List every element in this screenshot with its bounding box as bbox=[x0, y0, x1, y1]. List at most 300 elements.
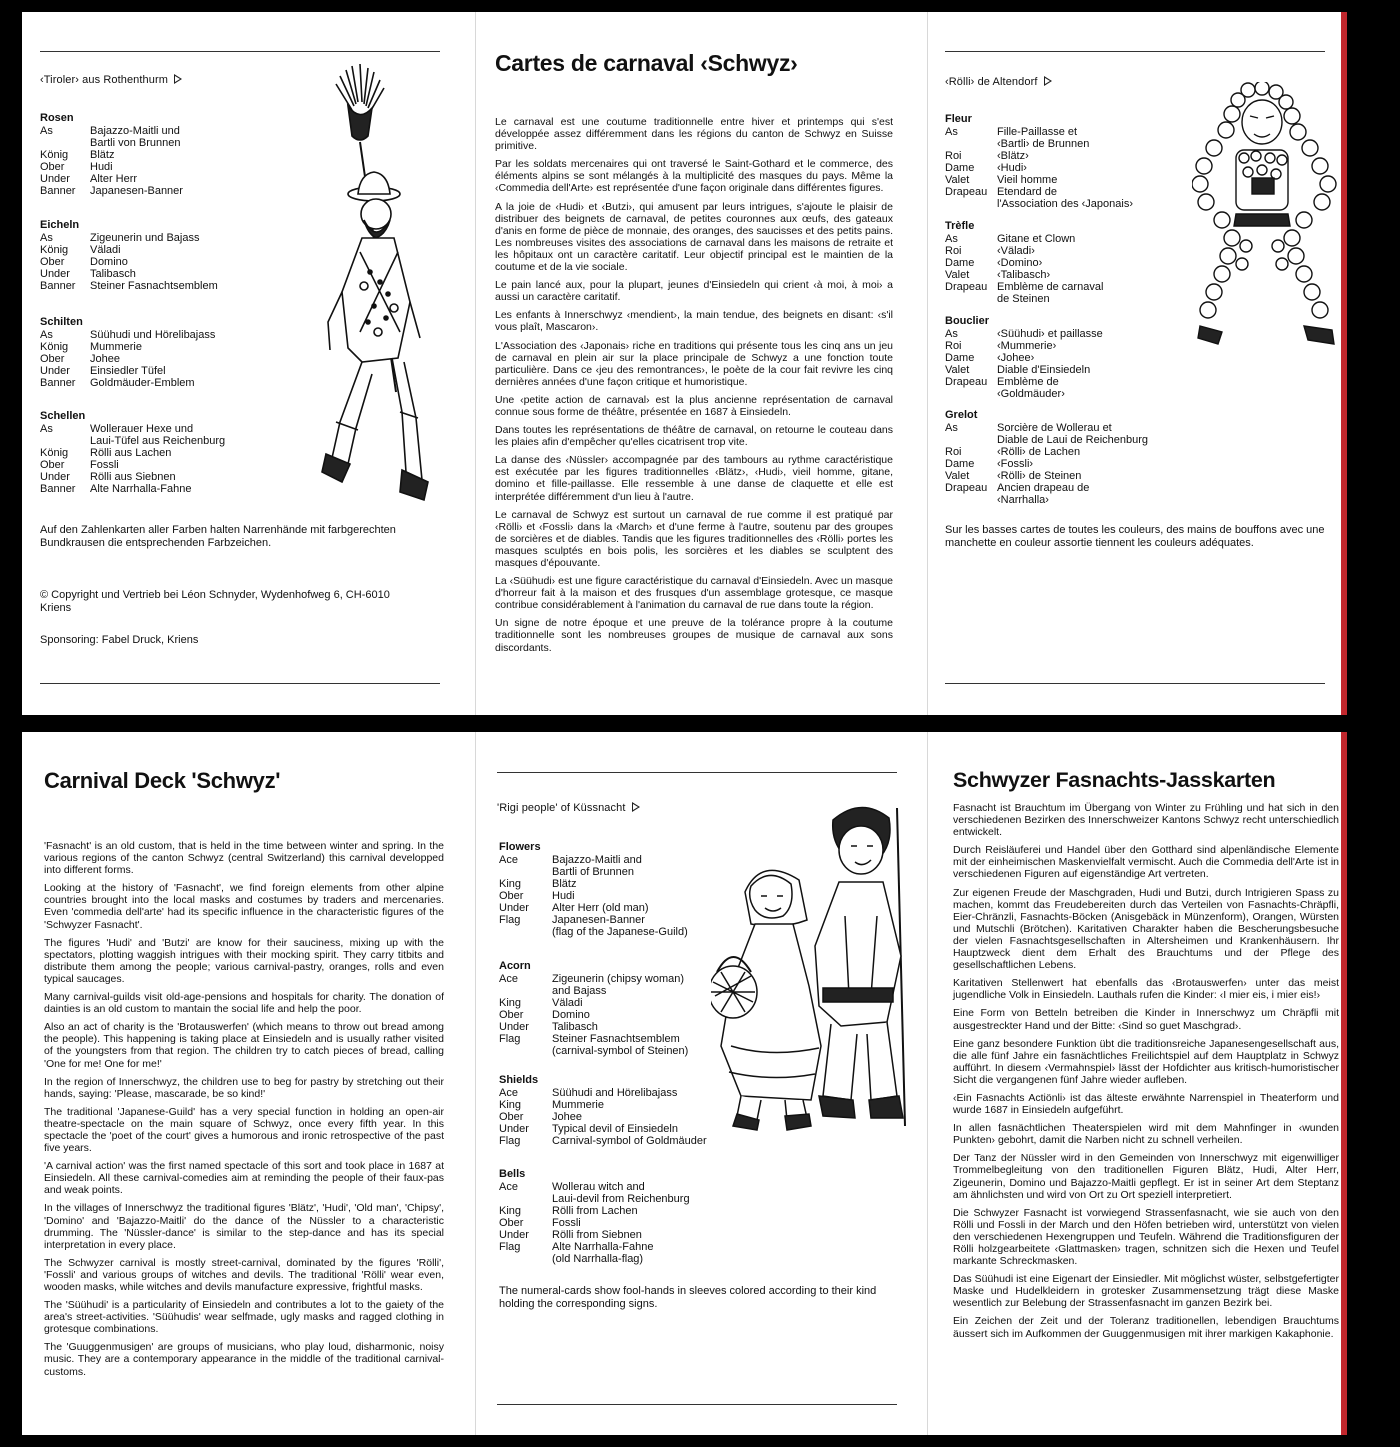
card-row bbox=[945, 138, 1133, 150]
card-figure: (old Narrhalla-flag) bbox=[552, 1253, 644, 1265]
card-figure: ‹Blätz› bbox=[997, 150, 1029, 162]
card-row bbox=[945, 233, 1103, 245]
french-text-panel bbox=[475, 12, 927, 715]
card-figure: Talibasch bbox=[90, 268, 136, 280]
card-figure: Rölli from Lachen bbox=[552, 1205, 638, 1217]
divider bbox=[497, 1404, 897, 1405]
figure-caption bbox=[945, 76, 1052, 88]
card-row bbox=[499, 1229, 690, 1241]
card-rank: Banner bbox=[40, 483, 76, 495]
card-rank bbox=[499, 1193, 552, 1205]
card-figure: Rölli aus Siebnen bbox=[90, 471, 176, 483]
paragraph: La ‹Süühudi› est une figure caractéristique du carnaval d'Einsiedeln. Avec un masque d'horreur fait à la maison et des frusques d'un assemblage grotesque, ce masque contribue considérablement à l'animation du carnaval de rue dans toute la région. bbox=[495, 575, 893, 612]
card-figure: Laui-Tüfel aus Reichenburg bbox=[90, 435, 226, 447]
card-row bbox=[40, 377, 215, 389]
card-figure: Sorcière de Wollerau et bbox=[997, 422, 1112, 434]
card-row bbox=[499, 1045, 688, 1057]
paragraph: The 'Guuggenmusigen' are groups of musicians, who play loud, disharmonic, noisy music. They are a contemporary appearance in the middle of the traditional carnival-customs. bbox=[44, 1341, 444, 1378]
paragraph: Les enfants à Innerschwyz ‹mendient›, la main tendue, des beignets en disant: ‹s'il vous plaît, Mascaron›. bbox=[495, 309, 893, 334]
card-figure: Bajazzo-Maitli and bbox=[552, 854, 642, 866]
paragraph: L'Association des ‹Japonais› riche en traditions qui présente tous les cinq ans un jeu de carnaval en plein air sur la place principale de Schwyz a une fonction toute particulière. Dans ce ‹jeu des remontrances›, le poète de la cour fait revivre les cinq dernières années d'une façon critique et humoristique. bbox=[495, 339, 893, 388]
card-row bbox=[945, 446, 1148, 458]
paragraph: The figures 'Hudi' and 'Butzi' are know for their sauciness, mixing up with the spectators, plotting waggish intrigues with their mocking spirit. They carry titbits and distribute them among the people; various carnival-pastry, oranges, rolls and even typical saucages. bbox=[44, 936, 444, 985]
card-row bbox=[945, 494, 1148, 506]
card-rank: As bbox=[40, 125, 53, 137]
card-row bbox=[40, 459, 225, 471]
paragraph: The 'Süühudi' is a particularity of Einsiedeln and contributes a lot to the gaiety of the area's street-activities. 'Süühudis' wear selfmade, ugly masks and ragged clothing in grotesque combinations. bbox=[44, 1299, 444, 1336]
card-row bbox=[499, 1099, 707, 1111]
card-row bbox=[945, 186, 1133, 198]
card-figure: Wollerauer Hexe und bbox=[90, 423, 194, 435]
suit-block bbox=[499, 841, 688, 938]
paragraph: Une ‹petite action de carnaval› est la plus ancienne représentation de carnaval connue sous forme de théâtre, présentée en 1687 à Einsiedeln. bbox=[495, 393, 893, 418]
card-figure: Süühudi and Hörelibajass bbox=[552, 1087, 678, 1099]
divider bbox=[945, 683, 1325, 684]
card-rank: König bbox=[40, 447, 69, 459]
suit-block bbox=[945, 220, 1103, 305]
paragraph: 'A carnival action' was the first named spectacle of this sort and took place in 1687 at Einsiedeln. All these carnival-comedies aim at reminding the people of their faux-pas and weak points. bbox=[44, 1160, 444, 1197]
card-figure: Einsiedler Tüfel bbox=[90, 365, 166, 377]
card-figure: Emblème de bbox=[997, 376, 1059, 388]
caption-text: 'Rigi people' of Küssnacht bbox=[497, 802, 626, 814]
card-figure: Japanesen-Banner bbox=[552, 914, 645, 926]
paragraph: A la joie de ‹Hudi› et ‹Butzi›, qui amusent par leurs intrigues, s'ajoute le plaisir de distribuer des beignets de carnaval, de petites couronnes aux œufs, des gateaux d'anis en forme de pièce de monnaie, des oranges, des saucisses et des petits pains. Les nombreuses visites des associations de carnaval dans les maisons de retraite et les hôpitaux ont un caractère caritatif. Leur objectif principal est le maintien de la coutume et de la vie sociale. bbox=[495, 200, 893, 274]
rigi-panel bbox=[475, 732, 927, 1435]
card-rank: Dame bbox=[945, 162, 975, 174]
divider bbox=[945, 51, 1325, 52]
card-row bbox=[945, 458, 1148, 470]
card-figure: Alter Herr (old man) bbox=[552, 902, 649, 914]
suit-name: Bouclier bbox=[945, 315, 990, 327]
number-cards-note: The numeral-cards show fool-hands in sleeves colored according to their kind holding the corresponding signs. bbox=[499, 1285, 877, 1310]
roelli-panel bbox=[927, 12, 1347, 715]
card-figure: Ancien drapeau de bbox=[997, 482, 1090, 494]
card-figure: Johee bbox=[552, 1111, 582, 1123]
card-rank: Under bbox=[499, 1021, 529, 1033]
card-row bbox=[40, 365, 215, 377]
paragraph: Many carnival-guilds visit old-age-pensions and hospitals for charity. The donation of dainties is an old custom to mantain the social life and help the poor. bbox=[44, 991, 444, 1016]
divider bbox=[497, 772, 897, 773]
card-rank: Valet bbox=[945, 269, 970, 281]
pointer-triangle-icon bbox=[632, 802, 640, 812]
card-figure: Rölli aus Lachen bbox=[90, 447, 172, 459]
card-rank: König bbox=[40, 149, 69, 161]
card-rank bbox=[945, 494, 997, 506]
card-rank bbox=[40, 435, 90, 447]
paragraph: Par les soldats mercenaires qui ont traversé le Saint-Gothard et le commerce, des éléments alpins se sont mélangés à la multiplicité des masques du pays. Même la ‹Commedia dell'Arte› est représentée d'une façon originale dans différentes figures. bbox=[495, 158, 893, 195]
card-rank: Under bbox=[499, 1123, 529, 1135]
paragraph: The Schwyzer carnival is mostly street-carnival, dominated by the figures 'Rölli', 'Fossli' and various groups of witches and devils. The traditional 'Rölli' wear even, wooden masks, while witches and devils manufacture expressive, frightful masks. bbox=[44, 1256, 444, 1293]
card-row bbox=[40, 149, 183, 161]
paragraph: Also an act of charity is the 'Brotauswerfen' (which means to throw out bread among the people). This happening is taking place at Einsiedeln and is usually rather visited of the youngsters from that region. The children try to catch pieces of bread, calling 'One for me! One for me!' bbox=[44, 1021, 444, 1070]
page-title: Cartes de carnaval ‹Schwyz› bbox=[495, 50, 798, 76]
card-rank: Valet bbox=[945, 364, 970, 376]
card-row bbox=[499, 1111, 707, 1123]
card-rank: Ace bbox=[499, 1181, 518, 1193]
card-rank: Ober bbox=[499, 890, 524, 902]
paragraph: Le carnaval est une coutume traditionnelle entre hiver et printemps qui s'est développée assez différemment dans les régions du canton de Schwyz en Suisse primitive. bbox=[495, 116, 893, 153]
card-figure: ‹Fossli› bbox=[997, 458, 1034, 470]
card-figure: Blätz bbox=[552, 878, 577, 890]
card-figure: Diable d'Einsiedeln bbox=[997, 364, 1091, 376]
card-row bbox=[499, 1135, 707, 1147]
card-figure: Laui-devil from Reichenburg bbox=[552, 1193, 690, 1205]
suit-block bbox=[40, 219, 218, 292]
card-rank: Valet bbox=[945, 174, 970, 186]
card-rank: Banner bbox=[40, 377, 76, 389]
paragraph: Zur eigenen Freude der Maschgraden, Hudi und Butzi, durch Intrigieren Spass zu machen, kommt das Freudebereiten durch das Verteilen von Fasnachts-Chräpfli, Eier-Chränzli, Fasnachts-Böcken (Anisgebäck in Münzenform), Orangen, Würsten und Mutschli (Brötchen). Karitativen Charakter haben die Bescherungsbesuche der vielen Fasnachtsgesellschaften in Altersheimen und Krankenhäusern. Ihr Hauptzweck dient dem Erhalt des Brauchtums und der Pflege des gesellschaftlichen Lebens. bbox=[953, 886, 1339, 972]
card-row bbox=[40, 173, 183, 185]
card-figure: ‹Süühudi› et paillasse bbox=[997, 328, 1103, 340]
card-row bbox=[499, 866, 688, 878]
paragraph: Der Tanz der Nüssler wird in den Gemeinden von Innerschwyz mit eigenwilliger Trommelbegleitung von den traditionellen Figuren Blätz, Hudi, Alter Herr, Zigeunerin, Domino und Bajazzo-Maitli gepflegt. Er ist in seiner Art dem Steptanz am ähnlichsten und wird von Ort zu Ort speziell interpretiert. bbox=[953, 1152, 1339, 1201]
card-rank: Roi bbox=[945, 446, 962, 458]
paragraph: Le carnaval de Schwyz est surtout un carnaval de rue comme il est pratiqué par ‹Rölli› et ‹Fossli› dans la ‹March› et d'une ferme à l'autre, soutenu par des groupes de sorcières et de diables. Tandis que les figures traditionnelles des ‹Rölli› portes les masques sculptés en bois polis, les sorcières et les diables se sculptent des masques d'épouvante. bbox=[495, 508, 893, 569]
card-row bbox=[40, 232, 218, 244]
card-rank: Roi bbox=[945, 245, 962, 257]
card-figure: ‹Hudi› bbox=[997, 162, 1027, 174]
card-figure: Wollerau witch and bbox=[552, 1181, 645, 1193]
card-row bbox=[40, 423, 225, 435]
card-row bbox=[945, 293, 1103, 305]
card-rank: King bbox=[499, 1205, 522, 1217]
card-rank bbox=[945, 293, 997, 305]
card-rank: Flag bbox=[499, 1033, 521, 1045]
number-cards-note: Auf den Zahlenkarten aller Farben halten Narrenhände mit farbgerechten Bundkrausen die entsprechenden Farbzeichen. bbox=[40, 524, 396, 549]
card-figure: l'Association des ‹Japonais› bbox=[997, 198, 1134, 210]
suit-block bbox=[40, 316, 215, 389]
card-row bbox=[40, 185, 183, 197]
card-rank: Under bbox=[40, 173, 70, 185]
suit-name: Rosen bbox=[40, 112, 74, 124]
suit-block bbox=[945, 315, 1103, 400]
card-rank: Ace bbox=[499, 854, 518, 866]
sponsoring-note: Sponsoring: Fabel Druck, Kriens bbox=[40, 634, 199, 646]
card-figure: Zigeunerin (chipsy woman) bbox=[552, 973, 685, 985]
body-text bbox=[495, 116, 893, 660]
card-rank bbox=[945, 434, 997, 446]
card-figure: Hudi bbox=[552, 890, 575, 902]
caption-text: ‹Rölli› de Altendorf bbox=[945, 76, 1038, 88]
card-row bbox=[945, 388, 1103, 400]
paragraph: Durch Reisläuferei und Handel über den Gotthard sind alpenländische Elemente mit der einheimischen Maskenvielfalt vermischt. Auch die Commedia dell'Arte ist in verschiedenen Figuren auf eigenständige Art vertreten. bbox=[953, 844, 1339, 881]
suit-name: Grelot bbox=[945, 409, 978, 421]
card-row bbox=[945, 434, 1148, 446]
card-rank bbox=[945, 388, 997, 400]
card-rank: König bbox=[40, 244, 69, 256]
pointer-triangle-icon bbox=[174, 74, 182, 84]
card-figure: and Bajass bbox=[552, 985, 607, 997]
card-rank: Ober bbox=[499, 1009, 524, 1021]
card-figure: Carnival-symbol of Goldmäuder bbox=[552, 1135, 707, 1147]
card-rank: Drapeau bbox=[945, 186, 988, 198]
card-figure: Bartli von Brunnen bbox=[90, 137, 181, 149]
roelli-figure-illustration bbox=[1192, 82, 1342, 352]
card-figure: ‹Rölli› de Steinen bbox=[997, 470, 1082, 482]
suit-block bbox=[945, 113, 1133, 210]
card-rank: Under bbox=[40, 268, 70, 280]
page-title: Carnival Deck 'Schwyz' bbox=[44, 768, 281, 793]
card-rank: As bbox=[945, 126, 958, 138]
card-figure: Typical devil of Einsiedeln bbox=[552, 1123, 678, 1135]
card-row bbox=[40, 341, 215, 353]
card-row bbox=[945, 257, 1103, 269]
card-figure: ‹Rölli› de Lachen bbox=[997, 446, 1081, 458]
suit-name: Bells bbox=[499, 1168, 526, 1180]
card-row bbox=[945, 126, 1133, 138]
divider bbox=[40, 51, 440, 52]
paragraph: In the villages of Innerschwyz the traditional figures 'Blätz', 'Hudi', 'Old man', 'Chipsy', 'Domino' and 'Bajazzo-Maitli' do the dance of the Nüssler to a characteristic drumming. The 'Nüssler-dance' is similar to the step-dance and has its special interpretation in every place. bbox=[44, 1202, 444, 1251]
card-row bbox=[499, 1181, 690, 1193]
card-rank: Ace bbox=[499, 973, 518, 985]
card-figure: Domino bbox=[90, 256, 128, 268]
card-row bbox=[945, 470, 1148, 482]
card-row bbox=[499, 997, 688, 1009]
card-figure: Alter Herr bbox=[90, 173, 138, 185]
card-row bbox=[945, 174, 1133, 186]
card-figure: (flag of the Japanese-Guild) bbox=[552, 926, 688, 938]
copyright-note: © Copyright und Vertrieb bei Léon Schnyder, Wydenhofweg 6, CH-6010 Kriens bbox=[40, 589, 390, 614]
card-figure: Fossli bbox=[552, 1217, 581, 1229]
card-row bbox=[945, 340, 1103, 352]
figure-caption bbox=[40, 74, 182, 86]
page-title: Schwyzer Fasnachts-Jasskarten bbox=[953, 768, 1276, 792]
card-figure: Väladi bbox=[90, 244, 121, 256]
card-rank: King bbox=[499, 1099, 522, 1111]
card-figure: Bajazzo-Maitli und bbox=[90, 125, 180, 137]
card-row bbox=[40, 447, 225, 459]
caption-text: ‹Tiroler› aus Rothenthurm bbox=[40, 74, 169, 86]
card-row bbox=[499, 914, 688, 926]
suit-name: Flowers bbox=[499, 841, 541, 853]
card-row bbox=[40, 353, 215, 365]
card-figure: Zigeunerin und Bajass bbox=[90, 232, 200, 244]
card-row bbox=[499, 1021, 688, 1033]
card-row bbox=[945, 162, 1133, 174]
card-figure: de Steinen bbox=[997, 293, 1050, 305]
card-rank: Banner bbox=[40, 280, 76, 292]
card-row bbox=[40, 329, 215, 341]
card-figure: Blätz bbox=[90, 149, 115, 161]
card-figure: ‹Narrhalla› bbox=[997, 494, 1049, 506]
paragraph: Eine Form von Betteln betreiben die Kinder in Innerschwyz um Chräpfli mit ausgestreckter Hand und der Bitte: ‹Sind so guet Maschgrad›. bbox=[953, 1007, 1339, 1032]
card-row bbox=[40, 125, 183, 137]
paragraph: The traditional 'Japanese-Guild' has a very special function in holding an open-air theatre-spectacle on the main square of Schwyz, once every fifth year. In this spectacle the 'poet of the court' gives a humorous and ironic retrospective of the past five years. bbox=[44, 1105, 444, 1155]
card-rank: Under bbox=[499, 902, 529, 914]
card-figure: Alte Narrhalla-Fahne bbox=[90, 483, 192, 495]
card-figure: Gitane et Clown bbox=[997, 233, 1076, 245]
card-rank: Ober bbox=[40, 459, 65, 471]
card-rank: Dame bbox=[945, 257, 975, 269]
suit-block bbox=[40, 410, 225, 495]
top-leaflet-sheet bbox=[22, 12, 1347, 715]
number-cards-note: Sur les basses cartes de toutes les couleurs, des mains de bouffons avec une manchette en couleur assortie tiennent les couleurs adéquates. bbox=[945, 524, 1325, 549]
card-row bbox=[945, 281, 1103, 293]
body-text bbox=[953, 802, 1339, 1346]
card-rank: Ober bbox=[499, 1111, 524, 1123]
paragraph: Die Schwyzer Fasnacht ist vorwiegend Strassenfasnacht, wie sie auch von den Rölli und Fossli in der March und den Höfen betrieben wird, unterstützt von vielen den verschiedenen Hexengruppen und Teufeln. Während die Traditionsfiguren der Rölli holzgearbeitete ‹Glattmasken› tragen, schnitzen sich die Hexen und Teufel markante Schreckmasken. bbox=[953, 1206, 1339, 1268]
card-row bbox=[499, 926, 688, 938]
card-row bbox=[945, 422, 1148, 434]
paragraph: In allen fasnächtlichen Theaterspielen wird mit dem Mahnfinger in ‹wunden Punkten› gebohrt, damit die Narben nicht zu schnell verheilen. bbox=[953, 1122, 1339, 1147]
suit-name: Shields bbox=[499, 1074, 539, 1086]
card-figure: Süühudi und Hörelibajass bbox=[90, 329, 216, 341]
card-figure: ‹Bartli› de Brunnen bbox=[997, 138, 1090, 150]
card-row bbox=[40, 435, 225, 447]
card-rank bbox=[40, 137, 90, 149]
card-figure: Etendard de bbox=[997, 186, 1057, 198]
paragraph: Das Süühudi ist eine Eigenart der Einsiedler. Mit möglichst wüster, selbstgefertigter Maske und Hudelkleidern in grotesker Zusammensetzung trägt diese Maske wesentlich zur Belebung der Strassenfasnacht im ganzen Bezirk bei. bbox=[953, 1273, 1339, 1310]
card-rank: Valet bbox=[945, 470, 970, 482]
body-text bbox=[44, 840, 444, 1384]
german-text-panel bbox=[927, 732, 1347, 1435]
paragraph: Looking at the history of 'Fasnacht', we find foreign elements from other alpine countries brought into the local masks and costumes by traders and mercenaries. Even 'commedia dell'arte' had its specific influence in the characteristic figures of the 'Schwyzer Fasnacht'. bbox=[44, 882, 444, 931]
card-row bbox=[40, 483, 225, 495]
card-rank: Ace bbox=[499, 1087, 518, 1099]
card-row bbox=[945, 150, 1133, 162]
card-figure: ‹Goldmäuder› bbox=[997, 388, 1065, 400]
card-figure: Fossli bbox=[90, 459, 119, 471]
rigi-people-illustration bbox=[711, 796, 917, 1146]
pointer-triangle-icon bbox=[1044, 76, 1052, 86]
card-rank: Drapeau bbox=[945, 376, 988, 388]
card-row bbox=[499, 1193, 690, 1205]
card-row bbox=[499, 1253, 690, 1265]
suit-block bbox=[40, 112, 183, 197]
card-row bbox=[499, 1033, 688, 1045]
card-figure: Johee bbox=[90, 353, 120, 365]
suit-name: Acorn bbox=[499, 960, 531, 972]
card-rank: King bbox=[499, 878, 522, 890]
card-row bbox=[499, 1123, 707, 1135]
suit-name: Schellen bbox=[40, 410, 86, 422]
card-rank: King bbox=[499, 997, 522, 1009]
paragraph: La danse des ‹Nüssler› accompagnée par des tambours au rythme caractéristique est exécutée par les figures traditionnelles ‹Blätz›, ‹Hudi›, vieil homme, gitane, domino et fille-paillasse. Elle ressemble à une danse de claquette et elle est interprétée différemment d'un lieu à l'autre. bbox=[495, 454, 893, 503]
card-row bbox=[945, 352, 1103, 364]
card-row bbox=[40, 471, 225, 483]
paragraph: Fasnacht ist Brauchtum im Übergang von Winter zu Frühling und hat sich in den verschiedenen Bezirken des Innerschweizer Kantons Schwyz recht unterschiedlich entwickelt. bbox=[953, 802, 1339, 839]
card-row bbox=[40, 137, 183, 149]
card-figure: ‹Mummerie› bbox=[997, 340, 1057, 352]
paragraph: Le pain lancé aux, pour la plupart, jeunes d'Einsiedeln qui crient ‹à moi, à moi› a aussi un caractère caritatif. bbox=[495, 279, 893, 304]
tiroler-panel bbox=[22, 12, 475, 715]
card-rank bbox=[499, 926, 552, 938]
card-figure: Bartli of Brunnen bbox=[552, 866, 634, 878]
card-rank: Roi bbox=[945, 150, 962, 162]
card-figure: ‹Johee› bbox=[997, 352, 1035, 364]
paragraph: Karitativen Stellenwert hat ebenfalls das ‹Brotauswerfen› unter das meist jugendliche Volk in Einsiedeln. Lauthals rufen die Kinder: ‹I mier eis, i mier eis!› bbox=[953, 977, 1339, 1002]
card-rank: Banner bbox=[40, 185, 76, 197]
suit-block bbox=[499, 1074, 707, 1147]
card-figure: Hudi bbox=[90, 161, 113, 173]
card-rank: Flag bbox=[499, 1241, 521, 1253]
bottom-leaflet-sheet bbox=[22, 732, 1347, 1435]
card-rank bbox=[499, 1045, 552, 1057]
suit-block bbox=[499, 1168, 690, 1265]
card-row bbox=[40, 256, 218, 268]
card-rank: Under bbox=[40, 365, 70, 377]
card-rank: As bbox=[40, 329, 53, 341]
card-figure: ‹Väladi› bbox=[997, 245, 1035, 257]
card-rank bbox=[499, 1253, 552, 1265]
suit-name: Schilten bbox=[40, 316, 83, 328]
card-figure: Talibasch bbox=[552, 1021, 598, 1033]
card-rank: Drapeau bbox=[945, 482, 988, 494]
card-row bbox=[499, 973, 688, 985]
card-row bbox=[499, 854, 688, 866]
card-row bbox=[945, 245, 1103, 257]
card-rank bbox=[499, 985, 552, 997]
card-row bbox=[499, 890, 688, 902]
paragraph: In the region of Innerschwyz, the children use to beg for pastry by stretching out their hands, saying: 'Please, mascarade, be so kind!' bbox=[44, 1075, 444, 1100]
card-figure: Mummerie bbox=[90, 341, 142, 353]
card-rank: Drapeau bbox=[945, 281, 988, 293]
card-rank: Under bbox=[40, 471, 70, 483]
card-figure: Rölli from Siebnen bbox=[552, 1229, 642, 1241]
paragraph: ‹Ein Fasnachts Actiönli› ist das älteste erwähnte Narrenspiel in Theaterform und wurde 1687 in Einsiedeln aufgeführt. bbox=[953, 1091, 1339, 1117]
suit-name: Eicheln bbox=[40, 219, 80, 231]
card-row bbox=[499, 878, 688, 890]
card-rank: Ober bbox=[40, 161, 65, 173]
suit-name: Trèfle bbox=[945, 220, 975, 232]
card-figure: Vieil homme bbox=[997, 174, 1058, 186]
card-rank bbox=[499, 866, 552, 878]
card-row bbox=[499, 985, 688, 997]
card-figure: Domino bbox=[552, 1009, 590, 1021]
figure-caption bbox=[497, 802, 640, 814]
card-row bbox=[40, 268, 218, 280]
card-figure: Emblème de carnaval bbox=[997, 281, 1104, 293]
card-figure: ‹Talibasch› bbox=[997, 269, 1051, 281]
english-text-panel bbox=[22, 732, 475, 1435]
card-rank: Flag bbox=[499, 1135, 521, 1147]
card-rank: As bbox=[945, 328, 958, 340]
suit-block bbox=[945, 409, 1148, 506]
card-figure: Mummerie bbox=[552, 1099, 604, 1111]
card-figure: Diable de Laui de Reichenburg bbox=[997, 434, 1149, 446]
paragraph: 'Fasnacht' is an old custom, that is held in the time between winter and spring. In the various regions of the canton Schwyz (central Switzerland) this carnival developped into different forms. bbox=[44, 840, 444, 877]
card-figure: Steiner Fasnachtsemblem bbox=[552, 1033, 680, 1045]
card-row bbox=[945, 482, 1148, 494]
card-rank: Dame bbox=[945, 352, 975, 364]
card-rank: Roi bbox=[945, 340, 962, 352]
card-figure: Japanesen-Banner bbox=[90, 185, 183, 197]
card-row bbox=[499, 1087, 707, 1099]
card-row bbox=[40, 280, 218, 292]
card-rank: Ober bbox=[499, 1217, 524, 1229]
card-figure: ‹Domino› bbox=[997, 257, 1043, 269]
card-rank: Ober bbox=[40, 256, 65, 268]
paragraph: Ein Zeichen der Zeit und der Toleranz traditionellen, lebendigen Brauchtums äussert sich im Aufkommen der Guuggenmusigen mit ihrer markigen Kakaphonie. bbox=[953, 1315, 1339, 1340]
card-rank: Ober bbox=[40, 353, 65, 365]
card-rank: As bbox=[40, 423, 53, 435]
card-row bbox=[499, 1009, 688, 1021]
card-figure: Alte Narrhalla-Fahne bbox=[552, 1241, 654, 1253]
suit-block bbox=[499, 960, 688, 1057]
paragraph: Dans toutes les représentations de théâtre de carnaval, on retourne le couteau dans les plaies afin d'empêcher qu'elles cicatrisent trop vite. bbox=[495, 424, 893, 449]
card-rank: Under bbox=[499, 1229, 529, 1241]
tiroler-figure-illustration bbox=[302, 62, 432, 512]
card-rank: Dame bbox=[945, 458, 975, 470]
card-row bbox=[945, 364, 1103, 376]
card-rank: As bbox=[945, 233, 958, 245]
card-row bbox=[499, 1205, 690, 1217]
card-row bbox=[40, 244, 218, 256]
card-row bbox=[945, 328, 1103, 340]
card-figure: Goldmäuder-Emblem bbox=[90, 377, 195, 389]
suit-name: Fleur bbox=[945, 113, 972, 125]
paragraph: Eine ganz besondere Funktion übt die traditionsreiche Japanesengesellschaft aus, die alle fünf Jahre ein fasnächtliches Freilichtspiel auf dem Hauptplatz in Schwyz aufführt. In diesem ‹Vermahnspiel› lässt der Hofdichter aus kritisch-humoristischer Sicht die vergangenen fünf Jahre wieder aufleben. bbox=[953, 1037, 1339, 1086]
